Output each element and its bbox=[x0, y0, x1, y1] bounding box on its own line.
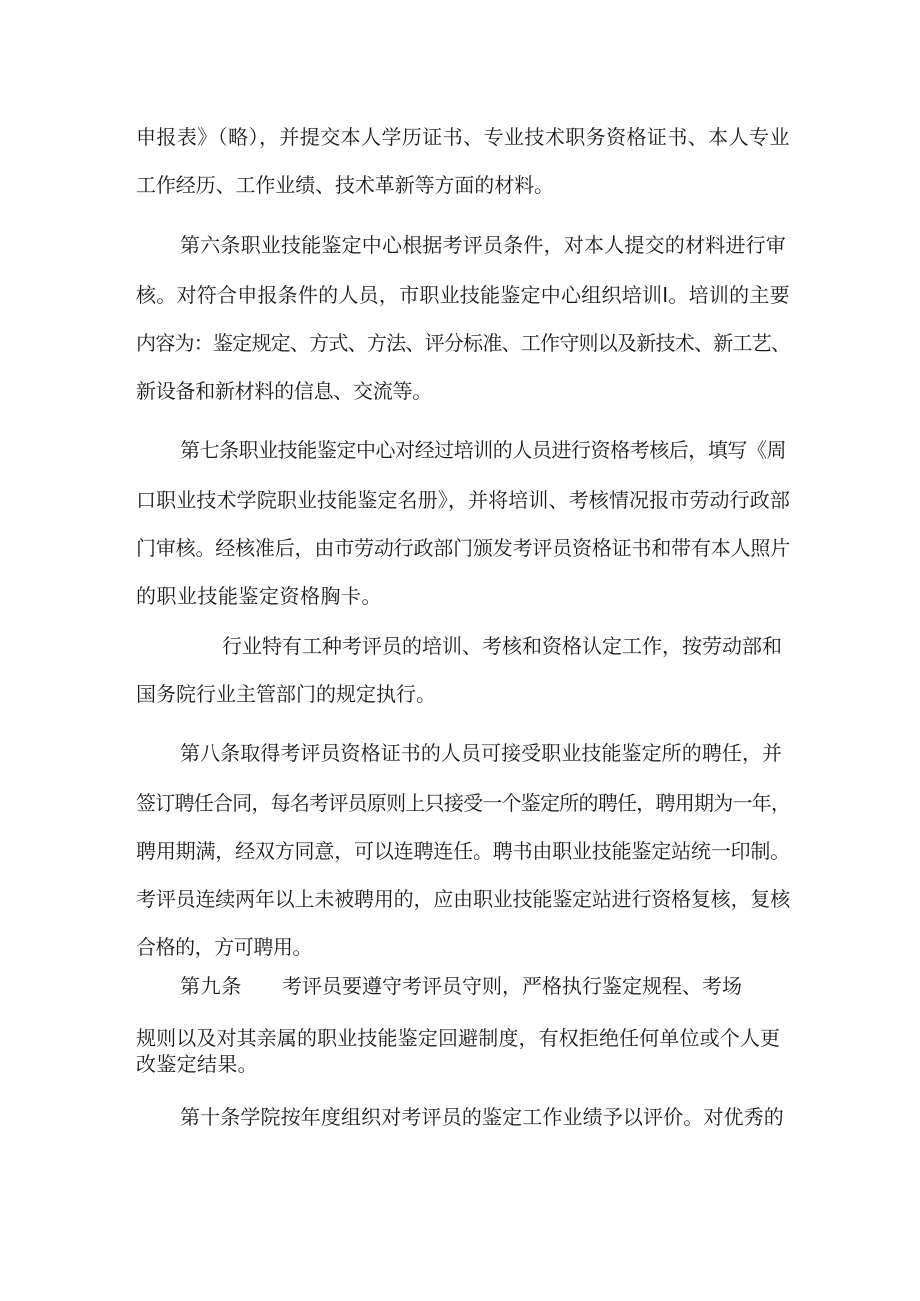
text-line: 门审核。经核准后，由市劳动行政部门颁发考评员资格证书和带有本人照片 bbox=[136, 536, 791, 560]
text-line: 第八条取得考评员资格证书的人员可接受职业技能鉴定所的聘任，并 bbox=[180, 741, 783, 765]
text-line: 聘用期满，经双方同意，可以连聘连任。聘书由职业技能鉴定站统一印制。 bbox=[136, 839, 791, 863]
text-line: 规则以及对其亲属的职业技能鉴定回避制度，有权拒绝任何单位或个人更 bbox=[136, 1026, 781, 1050]
text-line: 第六条职业技能鉴定中心根据考评员条件，对本人提交的材料进行审 bbox=[180, 233, 786, 257]
article-heading: 第九条 bbox=[180, 974, 243, 998]
text-line: 的职业技能鉴定资格胸卡。 bbox=[136, 584, 382, 608]
text-line: 第十条学院按年度组织对考评员的鉴定工作业绩予以评价。对优秀的 bbox=[180, 1105, 784, 1129]
text-line: 第七条职业技能鉴定中心对经过培训的人员进行资格考核后，填写《周 bbox=[180, 438, 787, 462]
text-line: 工作经历、工作业绩、技术革新等方面的材料。 bbox=[136, 173, 554, 197]
text-line: 申报表》（略），并提交本人学历证书、专业技术职务资格证书、本人专业 bbox=[136, 125, 790, 149]
text-line: 签订聘任合同，每名考评员原则上只接受一个鉴定所的聘任，聘用期为一年， bbox=[136, 791, 791, 815]
text-line: 国务院行业主管部门的规定执行。 bbox=[136, 682, 436, 706]
text-line: 内容为：鉴定规定、方式、方法、评分标准、工作守则以及新技术、新工艺、 bbox=[136, 331, 791, 355]
text-line: 行业特有工种考评员的培训、考核和资格认定工作，按劳动部和 bbox=[222, 634, 782, 658]
text-line: 考评员连续两年以上未被聘用的，应由职业技能鉴定站进行资格复核，复核 bbox=[136, 887, 791, 911]
text-line: 核。对符合申报条件的人员，市职业技能鉴定中心组织培训I。培训的主要 bbox=[136, 283, 790, 307]
text-line: 合格的，方可聘用。 bbox=[136, 935, 313, 959]
text-line: 改鉴定结果。 bbox=[136, 1052, 258, 1076]
text-line: 考评员要遵守考评员守则，严格执行鉴定规程、考场 bbox=[282, 974, 742, 998]
text-line: 口职业技术学院职业技能鉴定名册》，并将培训、考核情况报市劳动行政部 bbox=[136, 488, 790, 512]
text-line: 新设备和新材料的信息、交流等。 bbox=[136, 379, 432, 403]
